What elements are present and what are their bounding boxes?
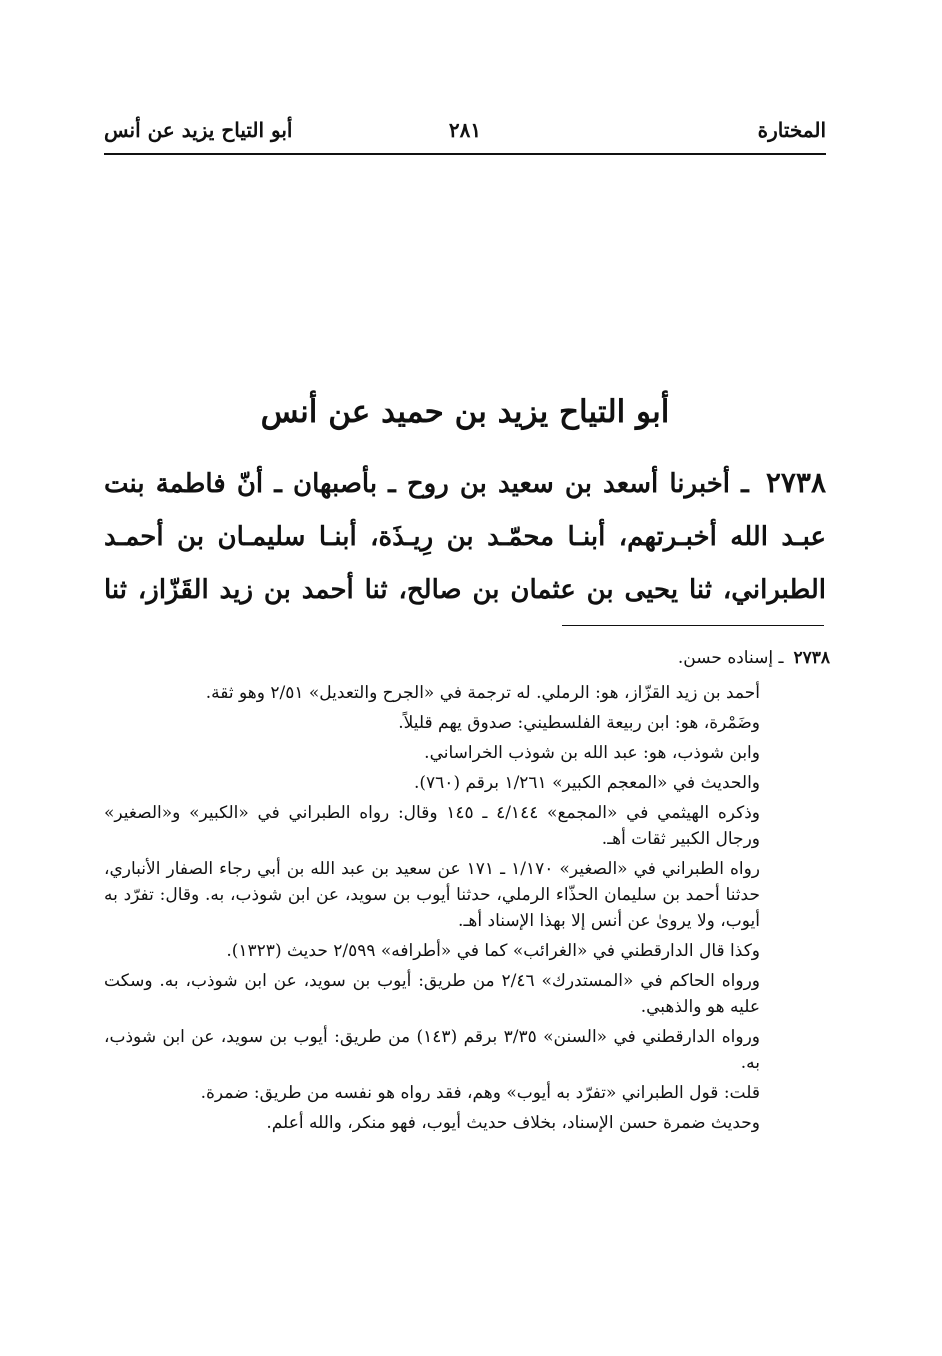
running-header <box>104 114 826 154</box>
footnote-paragraph: وذكره الهيثمي في «المجمع» ٤/١٤٤ ـ ١٤٥ وقال: رواه الطبراني في «الكبير» و«الصغير» ورجال الكبير ثقات أهـ. <box>104 803 761 849</box>
footnote-separator <box>562 625 824 626</box>
header-section-title: المختارة <box>757 118 826 142</box>
hadith-line-3: الطبراني، ثنا يحيى بن عثمان بن صالح، ثنا أحمد بن زيد القَزّاز، ثنا <box>104 575 826 605</box>
footnote-paragraph: وضَمْرة، هو: ابن ربيعة الفلسطيني: صدوق يهم قليلاً. <box>398 713 760 733</box>
chapter-title: أبو التياح يزيد بن حميد عن أنس <box>260 394 670 430</box>
footnote-paragraph: وحديث ضمرة حسن الإسناد، بخلاف حديث أيوب، فهو منكر، والله أعلم. <box>266 1113 760 1133</box>
footnotes <box>104 645 830 1136</box>
footnote-paragraph: رواه الطبراني في «الصغير» ١/١٧٠ ـ ١٧١ عن سعيد بن عبد الله بن أبي رجاء الصفار الأنباري، حدثنا أحمد بن سليمان الحذّاء الرملي، حدثنا أيوب بن سويد، عن ابن شوذب، به. وقال: تفرّد به أيوب، ولا يروىٰ عن أنس إلا بهذا الإسناد أهـ. <box>104 859 760 931</box>
footnote-paragraph: وكذا قال الدارقطني في «الغرائب» كما في «أطرافه» ٢/٥٩٩ حديث (١٣٢٣). <box>226 941 760 961</box>
footnote-paragraph: والحديث في «المعجم الكبير» ١/٢٦١ برقم (٧٦٠). <box>413 773 760 793</box>
footnote-number: ٢٧٣٨ <box>793 648 830 668</box>
footnote-heading-text: ـ إسناده حسن. <box>677 648 784 668</box>
footnote-paragraph: ورواه الدارقطني في «السنن» ٣/٣٥ برقم (١٤٣) من طريق: أيوب بن سويد، عن ابن شوذب، به. <box>104 1027 760 1073</box>
footnote-paragraph: أحمد بن زيد القزّاز، هو: الرملي. له ترجمة في «الجرح والتعديل» ٢/٥١ وهو ثقة. <box>205 683 760 703</box>
header-page-number: ٢٨١ <box>448 118 482 142</box>
footnote-paragraph: ورواه الحاكم في «المستدرك» ٢/٤٦ من طريق: أيوب بن سويد، عن ابن شوذب، به. وسكت عليه هو والذهبي. <box>104 971 760 1017</box>
hadith-text <box>104 456 826 617</box>
hadith-number: ٢٧٣٨ <box>765 466 826 499</box>
header-chapter-title: أبو التياح يزيد عن أنس <box>104 118 293 142</box>
footnote-paragraph: قلت: قول الطبراني «تفرّد به أيوب» وهم، فقد رواه هو نفسه من طريق: ضمرة. <box>200 1083 760 1103</box>
header-rule <box>104 153 826 155</box>
hadith-line-1-text: ـ أخبرنا أسعد بن سعيد بن روح ـ بأصبهان ـ أنّ فاطمة بنت <box>104 469 749 499</box>
footnote-heading <box>104 645 830 671</box>
hadith-line-1 <box>104 456 826 511</box>
hadith-line-2: عبـد الله أخبـرتهم، أبنـا محمّـد بن رِيـذَة، أبنـا سليمـان بن أحمـد <box>104 522 826 552</box>
footnote-paragraph: وابن شوذب، هو: عبد الله بن شوذب الخراساني. <box>424 743 760 763</box>
